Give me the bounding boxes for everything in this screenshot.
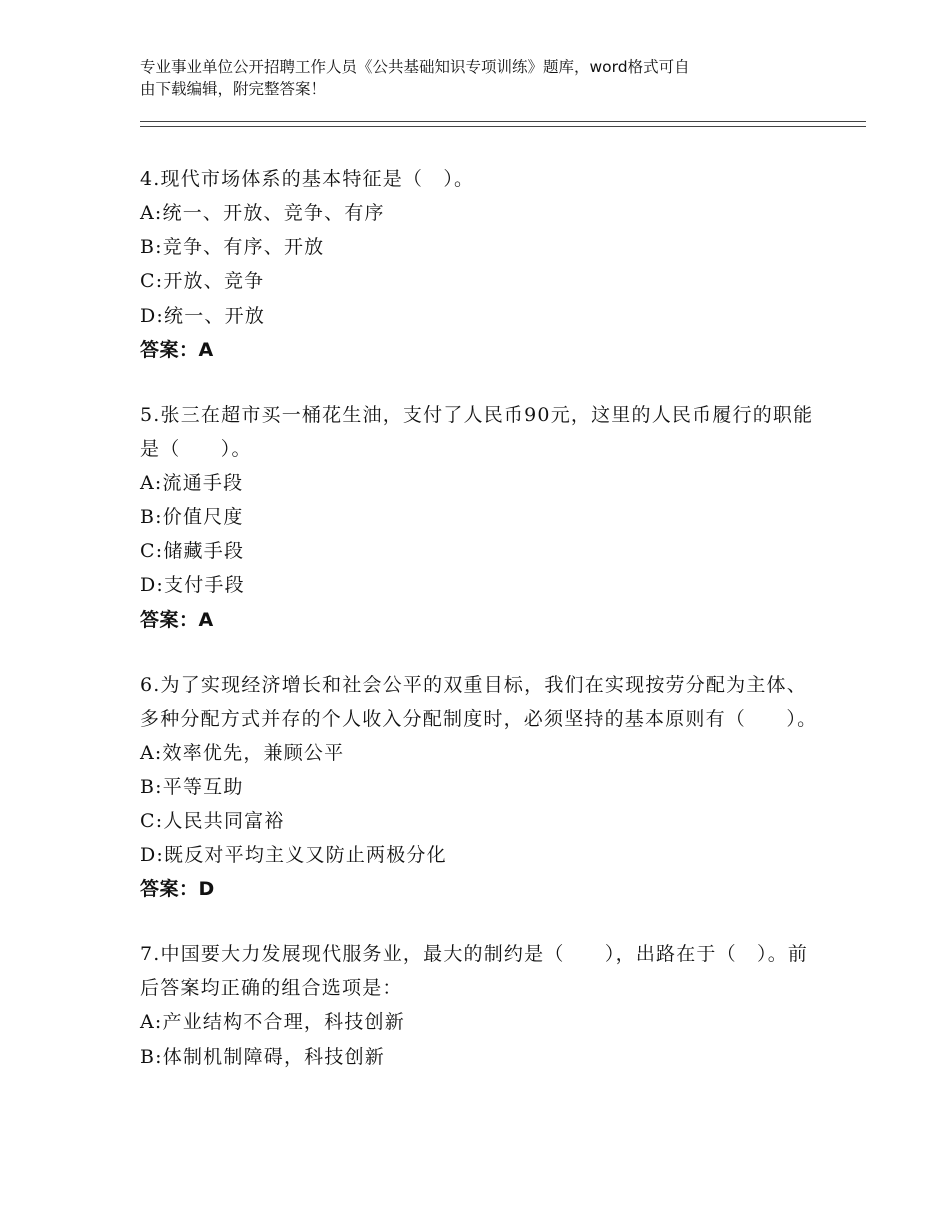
option-c: C:储藏手段 xyxy=(140,540,245,563)
question-stem: 5.张三在超市买一桶花生油，支付了人民币90元，这里的人民币履行的职能是（ ）。 xyxy=(140,403,814,460)
question-stem: 6.为了实现经济增长和社会公平的双重目标，我们在实现按劳分配为主体、多种分配方式并存的个人收入分配制度时，必须坚持的基本原则有（ ）。 xyxy=(140,673,818,730)
option-a: A:流通手段 xyxy=(140,471,244,494)
question-4 xyxy=(140,162,820,367)
option-d: D:统一、开放 xyxy=(140,304,266,327)
header-divider-bottom xyxy=(140,126,866,127)
question-stem: 7.中国要大力发展现代服务业，最大的制约是（ ），出路在于（ ）。前后答案均正确的组合选项是： xyxy=(140,943,809,1000)
header-divider-top xyxy=(140,121,866,122)
option-a: A:统一、开放、竞争、有序 xyxy=(140,202,385,224)
header-line-2: 由下载编辑，附完整答案！ xyxy=(140,80,327,98)
question-5 xyxy=(140,398,820,637)
option-d: D:既反对平均主义又防止两极分化 xyxy=(140,844,447,867)
option-b: B:平等互助 xyxy=(140,775,244,798)
question-6 xyxy=(140,668,820,907)
option-c: C:开放、竞争 xyxy=(140,270,265,293)
question-list xyxy=(140,162,820,1105)
answer: 答案：A xyxy=(140,608,214,631)
option-b: B:体制机制障碍，科技创新 xyxy=(140,1045,385,1068)
answer: 答案：A xyxy=(140,338,214,361)
question-7 xyxy=(140,937,820,1073)
option-c: C:人民共同富裕 xyxy=(140,810,285,833)
option-b: B:竞争、有序、开放 xyxy=(140,236,325,259)
option-d: D:支付手段 xyxy=(140,574,245,597)
option-b: B:价值尺度 xyxy=(140,506,244,529)
question-stem: 4.现代市场体系的基本特征是（ ）。 xyxy=(140,168,475,190)
header-line-1: 专业事业单位公开招聘工作人员《公共基础知识专项训练》题库，word格式可自 xyxy=(140,58,690,76)
document-header xyxy=(140,56,810,100)
option-a: A:效率优先，兼顾公平 xyxy=(140,741,345,764)
answer: 答案：D xyxy=(140,878,215,901)
option-a: A:产业结构不合理，科技创新 xyxy=(140,1011,405,1034)
